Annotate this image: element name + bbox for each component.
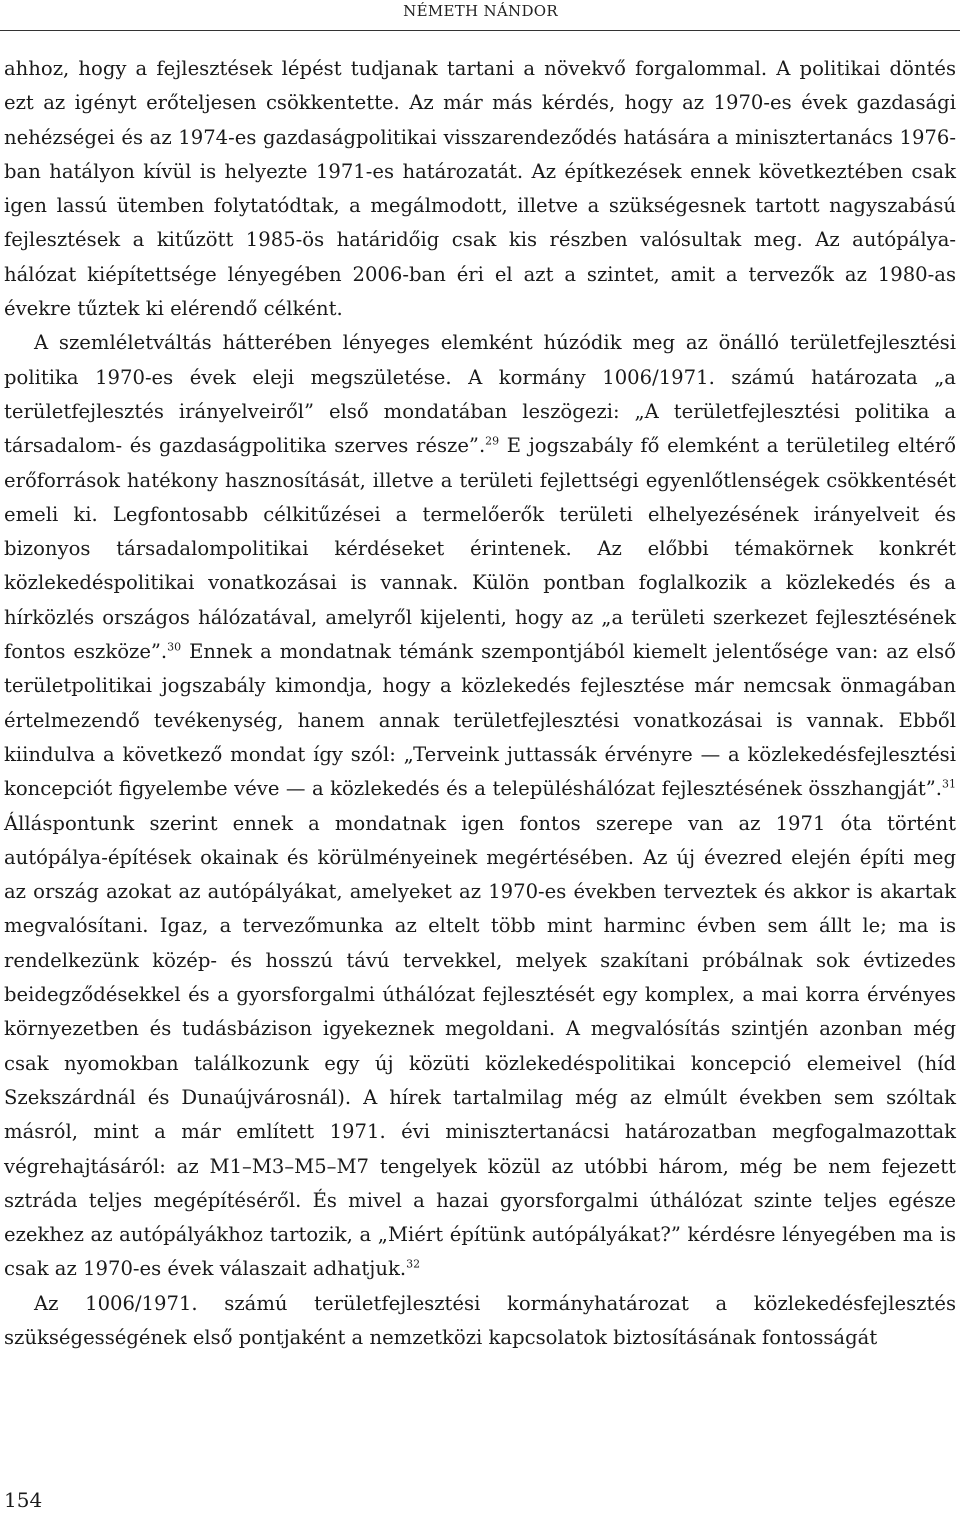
running-header: NÉMETH NÁNDOR (403, 2, 558, 20)
page-number: 154 (4, 1488, 43, 1512)
footnote-ref-32[interactable]: 32 (406, 1257, 421, 1271)
footnote-ref-29[interactable]: 29 (485, 434, 500, 448)
paragraph-2 (4, 326, 956, 1286)
body-text (4, 52, 956, 1355)
footnote-ref-30[interactable]: 30 (167, 640, 182, 654)
text-segment: E jogszabály fő elemként a területileg eltérő erőforrások hatékony hasznosítását, illetve a területi fejlettségi egyenlőtlenségek csökkentését emeli ki. Legfontosabb célkitűzései a termelőerők területi elhelyezésének irányelveit és bizonyos társadalompolitikai kérdéseket érintenek. Az előbbi témakörnek konkrét közlekedéspolitikai vonatkozásai is vannak. Külön pontban foglalkozik a közlekedés és a hírközlés országos hálózatával, amelyről kijelenti, hogy az „a területi szerkezet fejlesztésének fontos eszköze”. (4, 434, 956, 664)
footnote-ref-31[interactable]: 31 (942, 777, 956, 791)
paragraph-1: ahhoz, hogy a fejlesztések lépést tudjanak tartani a növekvő forgalommal. A politikai döntés ezt az igényt erőteljesen csökkentette. Az már más kérdés, hogy az 1970-es évek gazdasági nehézségei és az 1974-es gazdaságpolitikai visszarendeződés hatására a minisztertanács 1976-ban hatályon kívül is helyezte 1971-es határozatát. Az építkezések ennek következtében csak igen lassú ütemben folytatódtak, a megálmodott, illetve a szükségesnek tartott nagyszabású fejlesztések a kitűzött 1985-ös határidőig csak kis részben valósultak meg. Az autópálya-hálózat kiépítettsége lényegében 2006-ban éri el azt a szintet, amit a tervezők az 1980-as évekre tűztek ki elérendő célként. (4, 57, 956, 321)
text-segment: A szemléletváltás hátterében lényeges elemként húzódik meg az önálló területfejlesztési politika 1970-es évek eleji megszületése. A kormány 1006/1971. számú határozata „a területfejlesztés irányelveiről” első mondatában leszögezi: „A területfejlesztési politika a társadalom- és gazdaságpolitika szerves része”. (4, 331, 956, 458)
text-segment: Ennek a mondatnak témánk szempontjából kiemelt jelentősége van: az első területpolitikai jogszabály kimondja, hogy a közlekedés fejlesztése már nemcsak önmagában értelmezendő tevékenység, hanem annak területfejlesztési vonatkozásai is vannak. Ebből kiindulva a következő mondat így szól: „Terveink juttassák érvényre — a közlekedésfejlesztési koncepciót figyelembe véve — a közlekedés és a településhálózat fejlesztésének összhangját”. (4, 640, 956, 801)
paragraph-3: Az 1006/1971. számú területfejlesztési kormányhatározat a közlekedésfejlesztés szükségességének első pontjaként a nemzetközi kapcsolatok biztosításának fontosságát (4, 1291, 956, 1349)
text-segment: Álláspontunk szerint ennek a mondatnak igen fontos szerepe van az 1971 óta történt autópálya-építések okainak és körülményeinek megértésében. Az új évezred elején építi meg az ország azokat az autópályákat, amelyeket az 1970-es években terveztek és akkor is akartak megvalósítani. Igaz, a tervezőmunka az eltelt több mint harminc évben sem állt le; ma is rendelkezünk közép- és hosszú távú tervekkel, melyek szakítani próbálnak sok évtizedes beidegződésekkel és a gyorsforgalmi úthálózat fejlesztését egy komplex, a mai korra érvényes környezetben és tudásbázison igyekeznek megoldani. A megvalósítás szintjén azonban még csak nyomokban találkozunk egy új közüti közlekedéspolitikai koncepció elemeivel (híd Szekszárdnál és Dunaújvárosnál). A hírek tartalmilag még az elmúlt években sem szóltak másról, mint a már említett 1971. évi minisztertanácsi határozatban megfogalmazottak végrehajtásáról: az M1–M3–M5–M7 tengelyek közül az utóbbi három, még be nem fejezett sztráda teljes megépítéséről. És mivel a hazai gyorsforgalmi úthálózat szinte teljes egésze ezekhez az autópályákhoz tartozik, a „Miért építünk autópályákat?” kérdésre lényegében ma is csak az 1970-es évek válaszait adhatjuk. (4, 811, 956, 1281)
header-rule (0, 30, 960, 31)
